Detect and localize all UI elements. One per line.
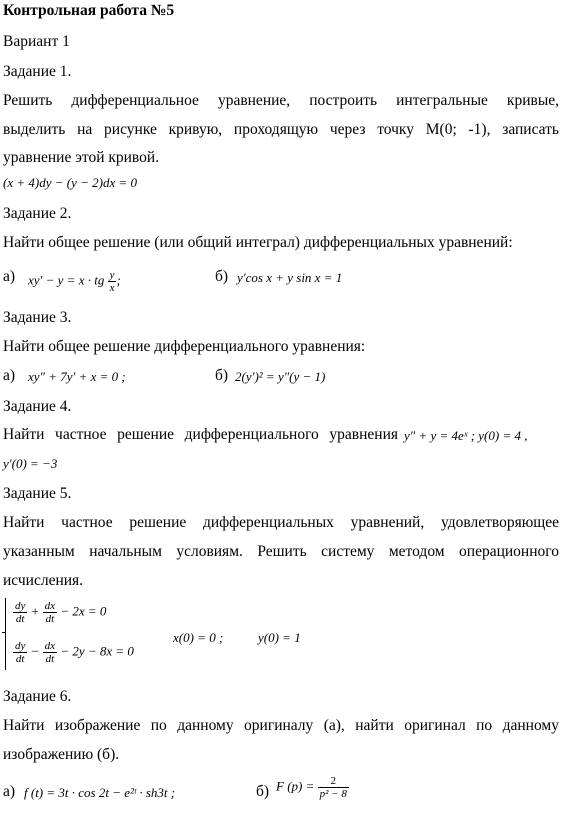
task2-eq-a-numerator: y — [109, 269, 115, 281]
sys1-frac1 — [13, 600, 27, 625]
sys1-frac1-den: dt — [15, 613, 25, 625]
sys2-frac1-num: dy — [15, 640, 26, 652]
task2-eq-a-left: xy′ − y = x · tg — [28, 272, 105, 288]
task3-label-a: а) — [3, 367, 16, 384]
task6-label-b: б) — [256, 783, 270, 800]
task5-text-line2: указанным начальным условиям. Решить систему методом операционного — [3, 543, 559, 560]
sys2-frac2 — [43, 640, 57, 665]
task4-initial-condition: y′(0) = −3 — [3, 456, 58, 471]
task2-label-a: а) — [3, 268, 16, 285]
task6-eq-b — [276, 775, 349, 800]
task2-eq-a-end: ; — [116, 272, 121, 288]
task5-text-line1: Найти частное решение дифференциальных уравнений, удовлетворяющее — [3, 514, 559, 531]
task6-text-line1: Найти изображение по данному оригиналу (а), найти оригинал по данному — [3, 717, 559, 734]
task6-heading: Задание 6. — [3, 688, 72, 705]
task2-eq-a-denominator: x — [109, 282, 115, 294]
task3-eq-a: xy″ + 7y′ + x = 0 ; — [28, 369, 126, 384]
task5-text-line3: исчисления. — [3, 572, 84, 589]
system-brace — [5, 598, 12, 670]
sys2-tail: − 2y − 8x = 0 — [60, 643, 134, 659]
task3-text: Найти общее решение дифференциального уравнения: — [3, 338, 366, 355]
task6-eq-b-numerator: 2 — [318, 775, 349, 788]
task5-system-eq1 — [13, 600, 106, 625]
sys2-frac2-num: dx — [44, 640, 56, 652]
sys1-operator: + — [30, 603, 40, 619]
task4-text: Найти частное решение дифференциального уравнения — [3, 426, 398, 443]
task1-text-line1: Решить дифференциальное уравнение, построить интегральные кривые, — [3, 92, 559, 109]
task4-heading: Задание 4. — [3, 398, 72, 415]
task2-text: Найти общее решение (или общий интеграл) дифференциальных уравнений: — [3, 234, 513, 251]
task5-condition-x: x(0) = 0 ; — [173, 630, 224, 645]
task5-heading: Задание 5. — [3, 485, 72, 502]
task6-eq-b-fraction — [318, 775, 349, 800]
task6-eq-b-left: F (p) = — [276, 778, 315, 794]
task4-equation: y″ + y = 4eˣ ; y(0) = 4 , — [404, 428, 528, 443]
task1-equation: (x + 4)dy − (y − 2)dx = 0 — [3, 175, 137, 190]
sys1-tail: − 2x = 0 — [60, 603, 107, 619]
task3-eq-b: 2(y′)² = y″(y − 1) — [235, 369, 326, 384]
task2-label-b: б) — [215, 268, 229, 285]
sys1-frac2-num: dx — [44, 600, 56, 612]
sys1-frac2-den: dt — [45, 613, 55, 625]
task1-heading: Задание 1. — [3, 63, 72, 80]
task6-eq-a: f (t) = 3t · cos 2t − e²ᵗ · sh3t ; — [24, 785, 176, 800]
sys2-frac2-den: dt — [45, 653, 55, 665]
sys2-frac1 — [13, 640, 27, 665]
task1-text-line3: уравнение этой кривой. — [3, 149, 160, 166]
task5-system-eq2 — [13, 640, 134, 665]
variant-label: Вариант 1 — [3, 33, 70, 50]
sys2-operator: − — [30, 643, 40, 659]
sys1-frac2 — [43, 600, 57, 625]
task5-condition-y: y(0) = 1 — [258, 630, 301, 645]
sys1-frac1-num: dy — [15, 600, 26, 612]
task2-heading: Задание 2. — [3, 205, 72, 222]
task6-label-a: а) — [3, 783, 16, 800]
task6-eq-b-denominator: p² − 8 — [319, 788, 347, 800]
task6-text-line2: изображению (б). — [3, 746, 120, 763]
task3-label-b: б) — [215, 367, 229, 384]
page-title: Контрольная работа №5 — [3, 2, 175, 19]
task2-eq-b: y′cos x + y sin x = 1 — [237, 270, 343, 285]
task3-heading: Задание 3. — [3, 309, 72, 326]
task1-text-line2: выделить на рисунке кривую, проходящую через точку M(0; -1), записать — [3, 121, 559, 138]
sys2-frac1-den: dt — [15, 653, 25, 665]
task2-eq-a — [28, 269, 121, 294]
